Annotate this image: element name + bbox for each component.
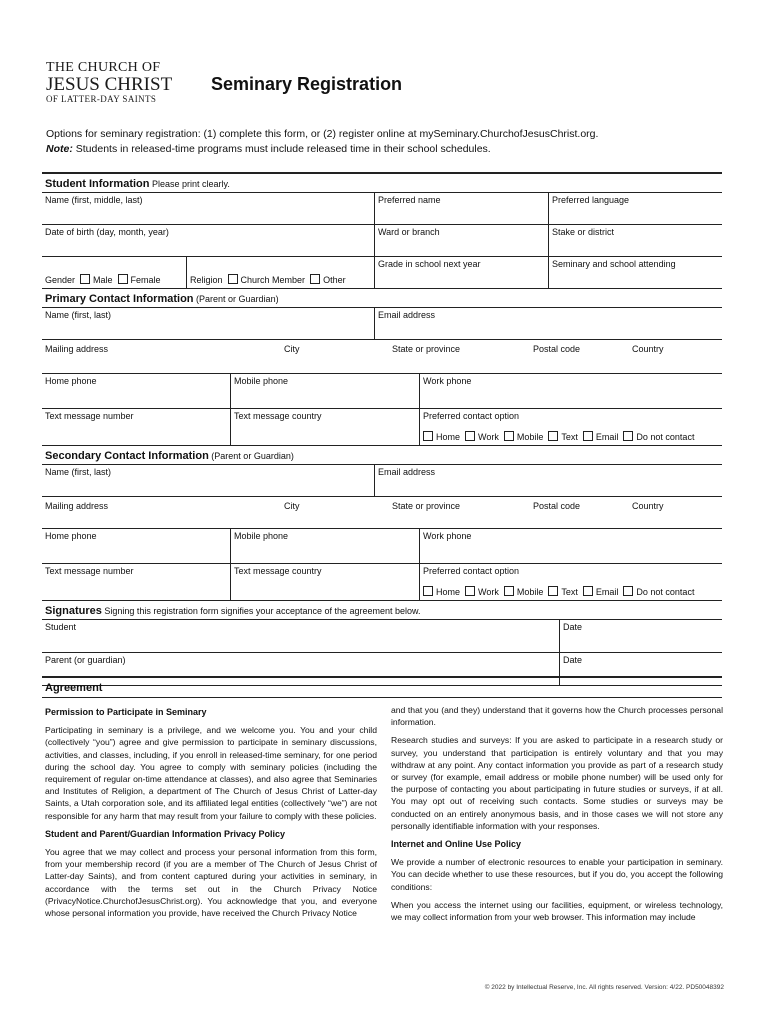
secondary-postal-label: Postal code: [533, 501, 581, 511]
primary-state-label: State or province: [392, 344, 461, 354]
student-date-label: Date: [563, 622, 583, 632]
internet-title: Internet and Online Use Policy: [391, 839, 522, 850]
secondary-work-checkbox[interactable]: [465, 586, 475, 596]
secondary-contact-heading: [42, 446, 722, 465]
preferred-name-label: Preferred name: [378, 195, 441, 205]
student-signature-label: Student: [45, 622, 77, 632]
signatures-heading-sub: Signing this registration form signifies your acceptance of the agreement below.: [101, 606, 421, 616]
primary-email-label: Email address: [378, 310, 436, 320]
secondary-text-country-label: Text message country: [234, 566, 322, 576]
note-text: Students in released-time programs must include released time in their school schedules.: [72, 143, 491, 155]
primary-work-checkbox[interactable]: [465, 431, 475, 441]
male-label: Male: [93, 275, 113, 285]
primary-mobile-phone-label: Mobile phone: [234, 376, 289, 386]
primary-heading-label: Primary Contact Information: [45, 293, 194, 305]
secondary-opt-email: Email: [595, 587, 619, 597]
primary-mobile-checkbox[interactable]: [504, 431, 514, 441]
primary-opt-none: Do not contact: [636, 432, 695, 442]
secondary-mobile-phone-label: Mobile phone: [234, 531, 289, 541]
signature-row-student: [42, 620, 722, 653]
gender-field: [42, 257, 187, 288]
dob-label: Date of birth (day, month, year): [45, 227, 169, 237]
student-name-label: Name (first, middle, last): [45, 195, 143, 205]
parent-date-label: Date: [563, 655, 583, 665]
secondary-home-phone-field[interactable]: [42, 529, 231, 563]
student-heading-label: Student Information: [45, 178, 150, 190]
primary-name-label: Name (first, last): [45, 310, 112, 320]
primary-text-number-field[interactable]: [42, 409, 231, 445]
signatures-heading: [42, 601, 722, 620]
grade-label: Grade in school next year: [378, 259, 481, 269]
page-title: Seminary Registration: [211, 74, 403, 94]
privacy-text: You agree that we may collect and process your personal information from this form, from your membership record (if you are a member of The Church of Jesus Christ of Latter-day Saints), and from content captured during your activities in seminary, in accordance with the terms set out in the Church Privacy Notice (PrivacyNotice.ChurchofJesusChrist.org). You acknowledge that you, and everyone whose personal information you provide, have received the Church Privacy Notice: [45, 847, 377, 919]
student-info-heading: [42, 172, 722, 193]
secondary-text-checkbox[interactable]: [548, 586, 558, 596]
secondary-city-label: City: [284, 501, 300, 511]
note-line: [46, 142, 726, 157]
female-label: Female: [130, 275, 161, 285]
secondary-opt-none: Do not contact: [636, 587, 695, 597]
secondary-none-checkbox[interactable]: [623, 586, 633, 596]
secondary-heading-sub: (Parent or Guardian): [208, 451, 294, 461]
student-stake-field[interactable]: [549, 225, 722, 256]
primary-contact-heading: [42, 289, 722, 308]
student-date-field[interactable]: [560, 620, 722, 652]
signatures-heading-label: Signatures: [45, 605, 102, 617]
stake-label: Stake or district: [552, 227, 615, 237]
church-member-checkbox[interactable]: [228, 274, 238, 284]
secondary-mobile-phone-field[interactable]: [231, 529, 420, 563]
secondary-heading-label: Secondary Contact Information: [45, 450, 209, 462]
registration-form: [42, 172, 722, 686]
student-dob-field[interactable]: [42, 225, 375, 256]
secondary-text-country-field[interactable]: [231, 564, 420, 600]
primary-opt-text: Text: [561, 432, 578, 442]
secondary-opt-work: Work: [478, 587, 499, 597]
primary-text-checkbox[interactable]: [548, 431, 558, 441]
primary-row-3: [42, 374, 722, 409]
student-preferred-name-field[interactable]: [375, 193, 549, 224]
primary-mailing-label: Mailing address: [45, 344, 109, 354]
secondary-row-2[interactable]: [42, 497, 722, 529]
primary-work-phone-label: Work phone: [423, 376, 472, 386]
secondary-work-phone-label: Work phone: [423, 531, 472, 541]
logo-line-1: THE CHURCH OF: [46, 60, 161, 75]
other-checkbox[interactable]: [310, 274, 320, 284]
secondary-row-3: [42, 529, 722, 564]
other-label: Other: [323, 275, 346, 285]
research-text: Research studies and surveys: If you are asked to participate in a research study or survey, you understand that participation is entirely voluntary and that you may withdraw at any point. Any contact information you provide as part of a research study or survey (for example, email address or mobile phone number) will be used only for the purpose of contacting you about participating in future studies or surveys, if at all. You may opt out of receiving such contacts. Some studies or surveys may be conducted on an entirely anonymous basis, and in those cases we will not store any personally identifiable information with your responses.: [391, 735, 723, 831]
secondary-preferred-contact-field: [420, 564, 722, 600]
secondary-row-4: [42, 564, 722, 601]
primary-opt-home: Home: [436, 432, 461, 442]
primary-preferred-contact-field: [420, 409, 722, 445]
primary-none-checkbox[interactable]: [623, 431, 633, 441]
primary-preferred-label: Preferred contact option: [423, 411, 520, 421]
logo-line-3: OF LATTER-DAY SAINTS: [46, 94, 157, 104]
secondary-email-checkbox[interactable]: [583, 586, 593, 596]
student-ward-field[interactable]: [375, 225, 549, 256]
copyright-footer: © 2022 by Intellectual Reserve, Inc. All rights reserved. Version: 4/22. PD50048392: [484, 984, 724, 991]
secondary-name-label: Name (first, last): [45, 467, 112, 477]
primary-mobile-phone-field[interactable]: [231, 374, 420, 408]
church-member-label: Church Member: [240, 275, 306, 285]
primary-text-country-label: Text message country: [234, 411, 322, 421]
secondary-contact-options: [423, 586, 694, 597]
secondary-email-label: Email address: [378, 467, 436, 477]
primary-opt-email: Email: [595, 432, 619, 442]
church-logo: [46, 60, 176, 105]
primary-name-field[interactable]: [42, 308, 375, 339]
student-preferred-language-field[interactable]: [549, 193, 722, 224]
secondary-state-label: State or province: [392, 501, 461, 511]
internet-text-2: When you access the internet using our facilities, equipment, or wireless technology, we may collect information from your web browser. This information may include: [391, 899, 723, 923]
primary-heading-sub: (Parent or Guardian): [193, 294, 279, 304]
seminary-label: Seminary and school attending: [552, 259, 676, 269]
secondary-mobile-checkbox[interactable]: [504, 586, 514, 596]
student-heading-sub: Please print clearly.: [149, 179, 230, 189]
logo-line-2: JESUS CHRIST: [46, 74, 173, 95]
secondary-country-label: Country: [632, 501, 664, 511]
primary-row-4: [42, 409, 722, 446]
gender-label: Gender: [45, 275, 76, 285]
secondary-opt-text: Text: [561, 587, 578, 597]
internet-text: We provide a number of electronic resources to enable your participation in seminary. You can decide whether to use these resources, but if you do, you accept the following conditions:: [391, 857, 723, 892]
secondary-row-1: [42, 465, 722, 497]
student-row-1: [42, 193, 722, 225]
secondary-opt-home: Home: [436, 587, 461, 597]
student-name-field[interactable]: [42, 193, 375, 224]
privacy-continued: and that you (and they) understand that it governs how the Church processes personal information.: [391, 705, 723, 728]
secondary-name-field[interactable]: [42, 465, 375, 496]
primary-text-number-label: Text message number: [45, 411, 134, 421]
primary-email-field[interactable]: [375, 308, 722, 339]
note-label: Note:: [46, 143, 73, 155]
agreement-column-left: [45, 704, 377, 925]
secondary-email-field[interactable]: [375, 465, 722, 496]
primary-row-2[interactable]: [42, 340, 722, 374]
secondary-mailing-label: Mailing address: [45, 501, 109, 511]
secondary-text-number-field[interactable]: [42, 564, 231, 600]
primary-text-country-field[interactable]: [231, 409, 420, 445]
primary-country-label: Country: [632, 344, 664, 354]
preferred-language-label: Preferred language: [552, 195, 630, 205]
primary-work-phone-field[interactable]: [420, 374, 722, 408]
religion-field: [187, 257, 375, 288]
secondary-text-number-label: Text message number: [45, 566, 134, 576]
parent-signature-label: Parent (or guardian): [45, 655, 126, 665]
primary-opt-work: Work: [478, 432, 499, 442]
student-signature-field[interactable]: [42, 620, 560, 652]
intro-text: [46, 127, 726, 157]
student-row-3: [42, 257, 722, 289]
male-checkbox[interactable]: [80, 274, 90, 284]
permission-title: Permission to Participate in Seminary: [45, 707, 207, 717]
religion-options: [190, 274, 346, 285]
female-checkbox[interactable]: [118, 274, 128, 284]
student-row-2: [42, 225, 722, 257]
grade-field[interactable]: [375, 257, 549, 288]
privacy-title: Student and Parent/Guardian Information Privacy Policy: [45, 828, 286, 839]
primary-postal-label: Postal code: [533, 344, 581, 354]
primary-home-phone-field[interactable]: [42, 374, 231, 408]
secondary-preferred-label: Preferred contact option: [423, 566, 520, 576]
primary-home-phone-label: Home phone: [45, 376, 97, 386]
registration-options: Options for seminary registration: (1) complete this form, or (2) register online at mySeminary.ChurchofJesusChrist.org.: [46, 128, 599, 140]
primary-contact-options: [423, 431, 694, 442]
secondary-opt-mobile: Mobile: [516, 587, 544, 597]
agreement-heading: Agreement: [42, 676, 722, 698]
secondary-work-phone-field[interactable]: [420, 529, 722, 563]
primary-row-1: [42, 308, 722, 340]
ward-label: Ward or branch: [378, 227, 440, 237]
agreement-column-right: [391, 704, 723, 929]
primary-city-label: City: [284, 344, 300, 354]
secondary-home-checkbox[interactable]: [423, 586, 433, 596]
gender-options: [45, 274, 161, 285]
seminary-school-field[interactable]: [549, 257, 722, 288]
primary-email-checkbox[interactable]: [583, 431, 593, 441]
primary-home-checkbox[interactable]: [423, 431, 433, 441]
religion-label: Religion: [190, 275, 223, 285]
primary-opt-mobile: Mobile: [516, 432, 544, 442]
secondary-home-phone-label: Home phone: [45, 531, 97, 541]
permission-text: Participating in seminary is a privilege, and we welcome you. You and your child (collectively “you”) agree and give permission to participate in seminary discussions, activities, and classes, including, if you enroll in released-time seminary, for one period during the school day. You agree to comply with seminary policies (including the requirement of regular on-time attendance at classes), and also agree that Seminaries and Institutes of Religion, a department of The Church of Jesus Christ of Latter-day Saints, a Utah corporation sole, and its affiliated legal entities (collectively “we”) are not responsible for any harm that may result from your failure to comply with these policies.: [45, 725, 377, 821]
